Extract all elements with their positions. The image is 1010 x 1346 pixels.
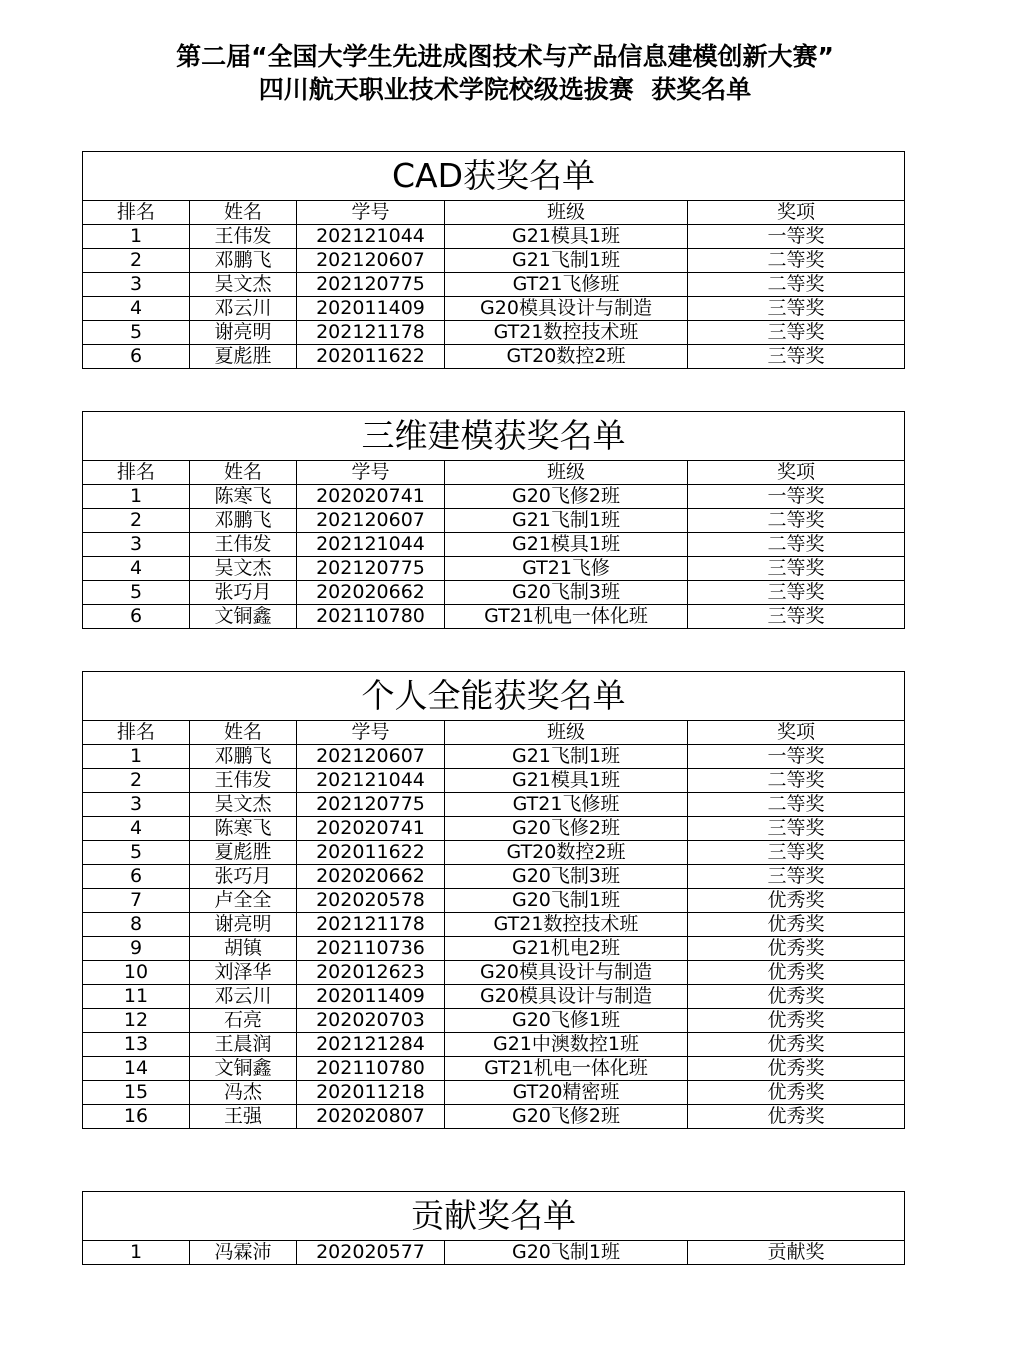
cell-rank: 2 bbox=[83, 769, 190, 793]
table-row bbox=[83, 273, 905, 297]
cell-student-id: 202020578 bbox=[297, 889, 445, 913]
cell-rank: 1 bbox=[83, 745, 190, 769]
table-caption: 贡献奖名单 bbox=[83, 1192, 905, 1241]
cell-name: 陈寒飞 bbox=[190, 817, 297, 841]
cell-name: 石亮 bbox=[190, 1009, 297, 1033]
table-row bbox=[83, 249, 905, 273]
cell-student-id: 202110736 bbox=[297, 937, 445, 961]
cell-rank: 2 bbox=[83, 249, 190, 273]
table-row bbox=[83, 345, 905, 369]
cell-student-id: 202120607 bbox=[297, 745, 445, 769]
cell-rank: 6 bbox=[83, 605, 190, 629]
table-row bbox=[83, 605, 905, 629]
cell-class: GT21飞修 bbox=[445, 557, 688, 581]
cell-rank: 2 bbox=[83, 509, 190, 533]
cell-student-id: 202120607 bbox=[297, 249, 445, 273]
cell-award: 优秀奖 bbox=[688, 1057, 905, 1081]
cell-award: 三等奖 bbox=[688, 605, 905, 629]
cell-class: G20飞制1班 bbox=[445, 1241, 688, 1265]
table-row bbox=[83, 321, 905, 345]
cell-class: G21飞制1班 bbox=[445, 745, 688, 769]
cell-student-id: 202121178 bbox=[297, 913, 445, 937]
cell-name: 王伟发 bbox=[190, 225, 297, 249]
table-row bbox=[83, 817, 905, 841]
header-rank: 排名 bbox=[83, 461, 190, 485]
table-row bbox=[83, 533, 905, 557]
table-row bbox=[83, 1033, 905, 1057]
cell-name: 谢亮明 bbox=[190, 913, 297, 937]
cell-rank: 14 bbox=[83, 1057, 190, 1081]
cell-class: G21飞制1班 bbox=[445, 249, 688, 273]
cell-student-id: 202011218 bbox=[297, 1081, 445, 1105]
cell-class: G20飞制3班 bbox=[445, 581, 688, 605]
table-header-row bbox=[83, 721, 905, 745]
cell-name: 邓鹏飞 bbox=[190, 745, 297, 769]
cad-award-table bbox=[82, 151, 905, 369]
cell-class: G20飞修1班 bbox=[445, 1009, 688, 1033]
cell-student-id: 202011622 bbox=[297, 841, 445, 865]
cell-award: 一等奖 bbox=[688, 745, 905, 769]
table-row bbox=[83, 865, 905, 889]
cell-student-id: 202121044 bbox=[297, 769, 445, 793]
cell-student-id: 202020703 bbox=[297, 1009, 445, 1033]
3d-modeling-award-table bbox=[82, 411, 905, 629]
cell-award: 三等奖 bbox=[688, 865, 905, 889]
cell-class: GT20数控2班 bbox=[445, 841, 688, 865]
cell-name: 王晨润 bbox=[190, 1033, 297, 1057]
cell-student-id: 202110780 bbox=[297, 1057, 445, 1081]
header-id: 学号 bbox=[297, 201, 445, 225]
cell-award: 三等奖 bbox=[688, 581, 905, 605]
cell-rank: 1 bbox=[83, 225, 190, 249]
cell-student-id: 202020662 bbox=[297, 581, 445, 605]
cell-rank: 16 bbox=[83, 1105, 190, 1129]
cell-award: 三等奖 bbox=[688, 817, 905, 841]
table-row bbox=[83, 509, 905, 533]
cell-class: G20飞制3班 bbox=[445, 865, 688, 889]
cell-award: 优秀奖 bbox=[688, 889, 905, 913]
cell-award: 三等奖 bbox=[688, 321, 905, 345]
table-header-row bbox=[83, 461, 905, 485]
cell-class: G20模具设计与制造 bbox=[445, 985, 688, 1009]
cell-name: 卢全全 bbox=[190, 889, 297, 913]
document-title-line2: 四川航天职业技术学院校级选拔赛 获奖名单 bbox=[258, 75, 752, 104]
cell-student-id: 202011409 bbox=[297, 297, 445, 321]
header-name: 姓名 bbox=[190, 201, 297, 225]
table-row bbox=[83, 1241, 905, 1265]
cell-rank: 15 bbox=[83, 1081, 190, 1105]
cell-class: G20飞修2班 bbox=[445, 817, 688, 841]
cell-award: 一等奖 bbox=[688, 225, 905, 249]
cell-class: GT21飞修班 bbox=[445, 793, 688, 817]
cell-class: G20飞修2班 bbox=[445, 485, 688, 509]
cell-student-id: 202121044 bbox=[297, 533, 445, 557]
cell-award: 优秀奖 bbox=[688, 985, 905, 1009]
cell-rank: 4 bbox=[83, 817, 190, 841]
cell-student-id: 202121178 bbox=[297, 321, 445, 345]
cell-rank: 4 bbox=[83, 557, 190, 581]
table-row bbox=[83, 1057, 905, 1081]
table-row bbox=[83, 937, 905, 961]
table-row bbox=[83, 769, 905, 793]
cell-award: 优秀奖 bbox=[688, 961, 905, 985]
cell-award: 二等奖 bbox=[688, 509, 905, 533]
cell-name: 吴文杰 bbox=[190, 793, 297, 817]
cell-award: 二等奖 bbox=[688, 249, 905, 273]
cell-rank: 3 bbox=[83, 533, 190, 557]
cell-rank: 3 bbox=[83, 273, 190, 297]
cell-student-id: 202020741 bbox=[297, 817, 445, 841]
cell-rank: 5 bbox=[83, 581, 190, 605]
cell-award: 三等奖 bbox=[688, 841, 905, 865]
table-caption: 个人全能获奖名单 bbox=[83, 672, 905, 721]
cell-award: 优秀奖 bbox=[688, 913, 905, 937]
cell-student-id: 202011409 bbox=[297, 985, 445, 1009]
cell-rank: 8 bbox=[83, 913, 190, 937]
cell-class: G21中澳数控1班 bbox=[445, 1033, 688, 1057]
table-row bbox=[83, 581, 905, 605]
cell-name: 谢亮明 bbox=[190, 321, 297, 345]
cell-award: 三等奖 bbox=[688, 557, 905, 581]
cell-class: GT21机电一体化班 bbox=[445, 1057, 688, 1081]
cell-class: GT20数控2班 bbox=[445, 345, 688, 369]
header-id: 学号 bbox=[297, 721, 445, 745]
cell-class: GT21数控技术班 bbox=[445, 913, 688, 937]
cell-award: 三等奖 bbox=[688, 345, 905, 369]
cell-class: G21机电2班 bbox=[445, 937, 688, 961]
cell-rank: 5 bbox=[83, 321, 190, 345]
cell-class: G21模具1班 bbox=[445, 225, 688, 249]
cell-student-id: 202011622 bbox=[297, 345, 445, 369]
cell-award: 二等奖 bbox=[688, 273, 905, 297]
cell-class: GT21机电一体化班 bbox=[445, 605, 688, 629]
cell-class: GT21数控技术班 bbox=[445, 321, 688, 345]
cell-award: 二等奖 bbox=[688, 793, 905, 817]
cell-award: 二等奖 bbox=[688, 533, 905, 557]
cell-award: 二等奖 bbox=[688, 769, 905, 793]
cell-name: 刘泽华 bbox=[190, 961, 297, 985]
document-title bbox=[0, 40, 1010, 106]
cell-class: G20模具设计与制造 bbox=[445, 297, 688, 321]
header-rank: 排名 bbox=[83, 201, 190, 225]
cell-award: 优秀奖 bbox=[688, 1033, 905, 1057]
table-row bbox=[83, 889, 905, 913]
table-row bbox=[83, 225, 905, 249]
cell-student-id: 202020807 bbox=[297, 1105, 445, 1129]
cell-name: 邓云川 bbox=[190, 985, 297, 1009]
table-row bbox=[83, 745, 905, 769]
table-row bbox=[83, 1105, 905, 1129]
table-row bbox=[83, 961, 905, 985]
cell-student-id: 202120607 bbox=[297, 509, 445, 533]
cell-student-id: 202012623 bbox=[297, 961, 445, 985]
cell-rank: 11 bbox=[83, 985, 190, 1009]
header-class: 班级 bbox=[445, 721, 688, 745]
cell-award: 贡献奖 bbox=[688, 1241, 905, 1265]
cell-award: 优秀奖 bbox=[688, 937, 905, 961]
table-row bbox=[83, 297, 905, 321]
cell-name: 张巧月 bbox=[190, 865, 297, 889]
cell-class: G20模具设计与制造 bbox=[445, 961, 688, 985]
cell-name: 夏彪胜 bbox=[190, 841, 297, 865]
cell-class: G21飞制1班 bbox=[445, 509, 688, 533]
header-id: 学号 bbox=[297, 461, 445, 485]
cell-name: 王强 bbox=[190, 1105, 297, 1129]
cell-rank: 3 bbox=[83, 793, 190, 817]
cell-rank: 13 bbox=[83, 1033, 190, 1057]
cell-class: G21模具1班 bbox=[445, 533, 688, 557]
table-row bbox=[83, 1009, 905, 1033]
header-name: 姓名 bbox=[190, 461, 297, 485]
cell-class: GT20精密班 bbox=[445, 1081, 688, 1105]
cell-name: 吴文杰 bbox=[190, 273, 297, 297]
cell-name: 夏彪胜 bbox=[190, 345, 297, 369]
table-header-row bbox=[83, 201, 905, 225]
cell-student-id: 202120775 bbox=[297, 793, 445, 817]
cell-award: 优秀奖 bbox=[688, 1105, 905, 1129]
cell-rank: 7 bbox=[83, 889, 190, 913]
header-name: 姓名 bbox=[190, 721, 297, 745]
header-award: 奖项 bbox=[688, 201, 905, 225]
contribution-award-table bbox=[82, 1191, 905, 1265]
cell-name: 文铜鑫 bbox=[190, 605, 297, 629]
table-caption: CAD获奖名单 bbox=[83, 152, 905, 201]
header-award: 奖项 bbox=[688, 721, 905, 745]
cell-rank: 1 bbox=[83, 1241, 190, 1265]
cell-name: 邓云川 bbox=[190, 297, 297, 321]
all-round-award-table bbox=[82, 671, 905, 1129]
cell-student-id: 202020741 bbox=[297, 485, 445, 509]
table-row bbox=[83, 841, 905, 865]
cell-name: 邓鹏飞 bbox=[190, 249, 297, 273]
header-class: 班级 bbox=[445, 461, 688, 485]
cell-rank: 5 bbox=[83, 841, 190, 865]
cell-name: 冯杰 bbox=[190, 1081, 297, 1105]
header-rank: 排名 bbox=[83, 721, 190, 745]
cell-student-id: 202120775 bbox=[297, 273, 445, 297]
table-caption: 三维建模获奖名单 bbox=[83, 412, 905, 461]
cell-rank: 10 bbox=[83, 961, 190, 985]
cell-student-id: 202120775 bbox=[297, 557, 445, 581]
table-row bbox=[83, 793, 905, 817]
header-award: 奖项 bbox=[688, 461, 905, 485]
cell-name: 王伟发 bbox=[190, 533, 297, 557]
cell-name: 张巧月 bbox=[190, 581, 297, 605]
cell-student-id: 202121284 bbox=[297, 1033, 445, 1057]
document-title-line1: 第二届“全国大学生先进成图技术与产品信息建模创新大赛” bbox=[176, 42, 834, 71]
cell-name: 王伟发 bbox=[190, 769, 297, 793]
cell-class: G21模具1班 bbox=[445, 769, 688, 793]
cell-class: GT21飞修班 bbox=[445, 273, 688, 297]
cell-student-id: 202020577 bbox=[297, 1241, 445, 1265]
cell-rank: 9 bbox=[83, 937, 190, 961]
cell-name: 陈寒飞 bbox=[190, 485, 297, 509]
cell-name: 吴文杰 bbox=[190, 557, 297, 581]
cell-rank: 12 bbox=[83, 1009, 190, 1033]
cell-award: 一等奖 bbox=[688, 485, 905, 509]
table-row bbox=[83, 985, 905, 1009]
header-class: 班级 bbox=[445, 201, 688, 225]
cell-rank: 4 bbox=[83, 297, 190, 321]
cell-class: G20飞制1班 bbox=[445, 889, 688, 913]
cell-name: 冯霖沛 bbox=[190, 1241, 297, 1265]
table-row bbox=[83, 913, 905, 937]
cell-name: 文铜鑫 bbox=[190, 1057, 297, 1081]
table-row bbox=[83, 485, 905, 509]
cell-award: 优秀奖 bbox=[688, 1009, 905, 1033]
cell-award: 三等奖 bbox=[688, 297, 905, 321]
table-row bbox=[83, 1081, 905, 1105]
cell-class: G20飞修2班 bbox=[445, 1105, 688, 1129]
table-row bbox=[83, 557, 905, 581]
cell-student-id: 202121044 bbox=[297, 225, 445, 249]
cell-rank: 6 bbox=[83, 865, 190, 889]
cell-award: 优秀奖 bbox=[688, 1081, 905, 1105]
cell-student-id: 202110780 bbox=[297, 605, 445, 629]
cell-name: 邓鹏飞 bbox=[190, 509, 297, 533]
cell-rank: 6 bbox=[83, 345, 190, 369]
cell-student-id: 202020662 bbox=[297, 865, 445, 889]
cell-name: 胡镇 bbox=[190, 937, 297, 961]
cell-rank: 1 bbox=[83, 485, 190, 509]
